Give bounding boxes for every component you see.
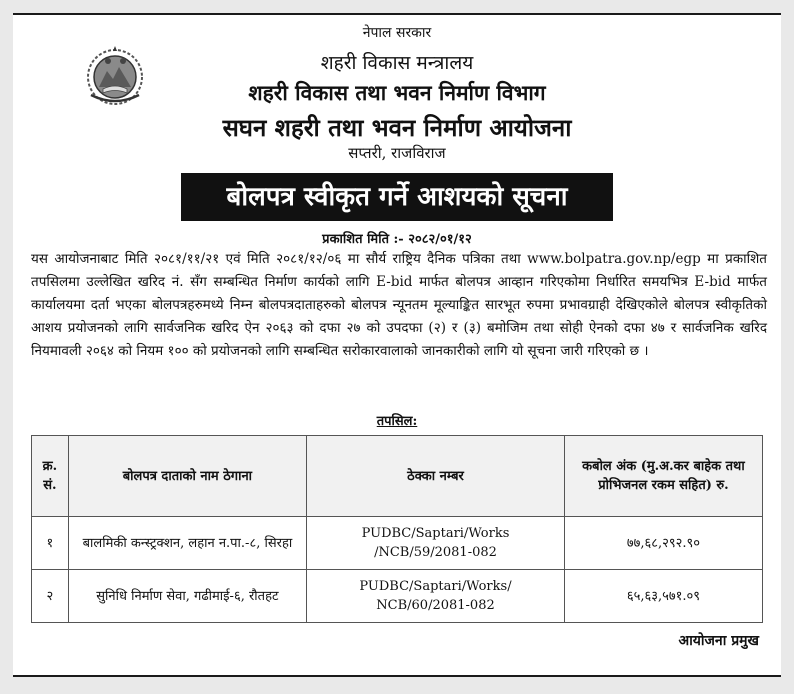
top-rule xyxy=(13,13,781,15)
bottom-rule xyxy=(13,675,781,677)
notice-page xyxy=(13,13,781,677)
table-row xyxy=(32,517,763,570)
cell-serial: २ xyxy=(32,570,69,623)
col-header-contract: ठेक्का नम्बर xyxy=(307,436,565,517)
col-header-serial: क्र. सं. xyxy=(32,436,69,517)
office-location: सप्तरी, राजविराज xyxy=(348,144,446,162)
table-header-row xyxy=(32,436,763,517)
cell-bidder: सुनिधि निर्माण सेवा, गढीमाई-६, रौतहट xyxy=(68,570,306,623)
notice-title: बोलपत्र स्वीकृत गर्ने आशयको सूचना xyxy=(181,173,613,221)
published-date: प्रकाशित मिति :- २०८२/०१/१२ xyxy=(322,232,472,247)
signature-title: आयोजना प्रमुख xyxy=(678,633,759,649)
cell-amount: ७७,६८,२९२.९० xyxy=(564,517,762,570)
cell-serial: १ xyxy=(32,517,69,570)
col-header-amount: कबोल अंक (मु.अ.कर बाहेक तथा प्रोभिजनल रकम सहित) रु. xyxy=(564,436,762,517)
notice-body-text: यस आयोजनाबाट मिति २०८१/११/२१ एवं मिति २०८१/१२/०६ मा सौर्य राष्ट्रिय दैनिक पत्रिका तथा www.bolpatra.gov.np/egp मा प्रकाशित तपसिलमा उल्लेखित खरिद नं. सँग सम्बन्धित निर्माण कार्यको लागि E-bid मार्फत बोलपत्र आव्हान गरिएकोमा निर्धारित समयभित्र E-bid मार्फत कार्यालयमा दर्ता भएका बोलपत्रहरुमध्ये निम्न बोलपत्रदाताहरुको बोलपत्र न्यूनतम मूल्याङ्कित सारभूत रुपमा प्रभावग्राही देखिएकोले बोलपत्र स्वीकृतिको आशय प्रयोजनको लागि सार्वजनिक खरिद ऐन २०६३ को दफा २७ को उपदफा (२) र (३) बमोजिम तथा सोही ऐनको दफा ४७ र सार्वजनिक खरिद नियमावली २०६४ को नियम १०० को प्रयोजनको लागि सम्बन्धित सरोकारवालाको जानकारीको लागि यो सूचना जारी गरिएको छ । xyxy=(31,251,767,359)
bid-table xyxy=(31,435,763,623)
project-name: सघन शहरी तथा भवन निर्माण आयोजना xyxy=(222,113,572,142)
cell-contract: PUDBC/Saptari/Works /NCB/59/2081-082 xyxy=(307,517,565,570)
cell-bidder: बालमिकी कन्स्ट्रक्शन, लहान न.पा.-८, सिरहा xyxy=(68,517,306,570)
department-name: शहरी विकास तथा भवन निर्माण विभाग xyxy=(248,80,546,105)
cell-amount: ६५,६३,५७१.०९ xyxy=(564,570,762,623)
col-header-bidder: बोलपत्र दाताको नाम ठेगाना xyxy=(68,436,306,517)
ministry-name: शहरी विकास मन्त्रालय xyxy=(320,52,474,74)
cell-contract: PUDBC/Saptari/Works/ NCB/60/2081-082 xyxy=(307,570,565,623)
government-name: नेपाल सरकार xyxy=(362,25,432,41)
detail-heading: तपसिल: xyxy=(376,414,418,429)
table-row xyxy=(32,570,763,623)
